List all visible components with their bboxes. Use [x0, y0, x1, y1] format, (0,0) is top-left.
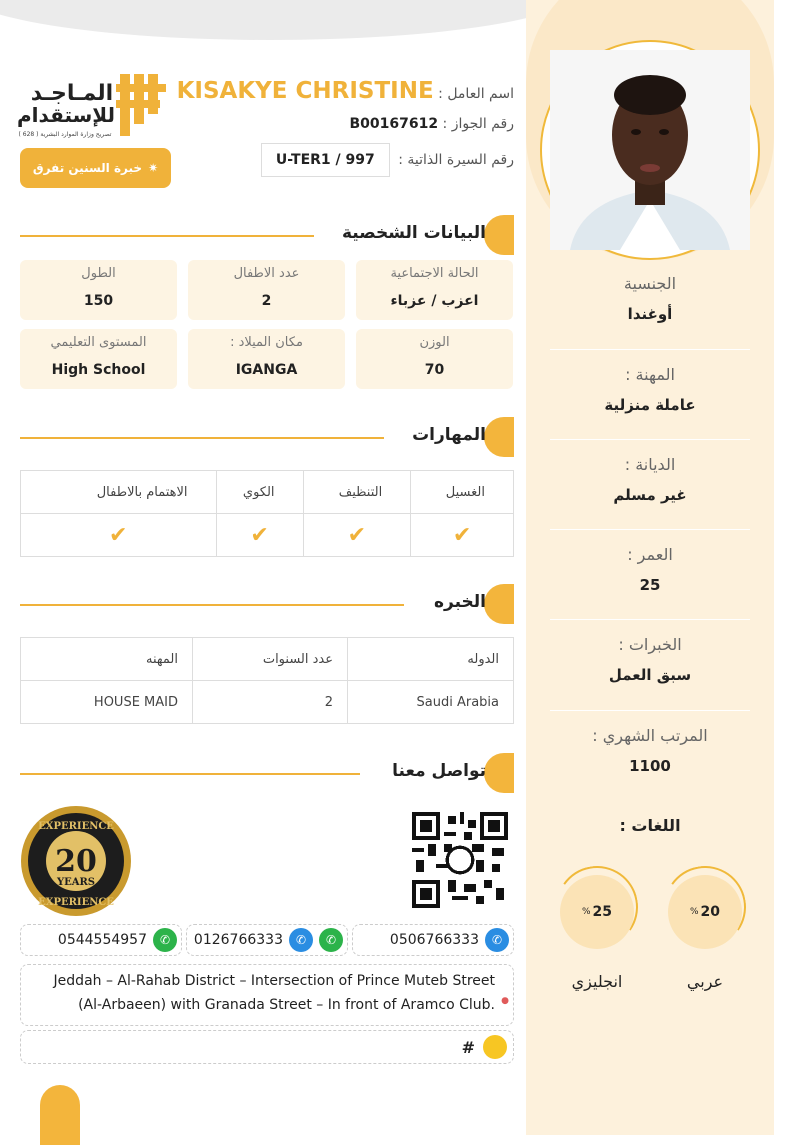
top-decor-arc [0, 0, 580, 40]
sidebar-item-religion [550, 455, 750, 504]
section-tab [484, 417, 514, 457]
section-line [20, 235, 314, 237]
cell-years: 2 [193, 681, 348, 724]
phone-icon: ✆ [485, 928, 509, 952]
cv-value: U-TER1 / 997 [261, 143, 390, 177]
sidebar-item-salary [550, 726, 750, 775]
experience-table [20, 637, 514, 724]
personal-title: البيانات الشخصية [341, 223, 486, 243]
card-children [188, 260, 345, 320]
percent-sign: % [581, 907, 591, 917]
address-text: Jeddah – Al-Rahab District – Intersection of Prince Muteb Street (Al-Arbaeen) with Granada Street – In front of Aramco Club. [53, 973, 495, 1013]
card-value: High School [51, 362, 146, 378]
english-level [560, 875, 634, 949]
experience-title: الخبره [433, 592, 486, 612]
card-label: المستوى التعليمي [50, 335, 147, 350]
percent-sign: % [689, 907, 699, 917]
card-label: الحالة الاجتماعية [390, 266, 479, 281]
sidebar-item-nationality [550, 274, 750, 323]
phone-number: 0126766333 [193, 932, 283, 948]
skills-check-row [21, 514, 514, 557]
whatsapp-icon: ✆ [319, 928, 343, 952]
sidebar-divider [550, 349, 750, 350]
col-profession: المهنه [21, 638, 193, 681]
logo-line1: المـاجـد [30, 81, 114, 106]
whatsapp-icon: ✆ [153, 928, 177, 952]
seal-top: EXPERIENCE [38, 821, 114, 832]
name-label: اسم العامل : [438, 86, 514, 102]
badge-label: خبرة السنين تفرق [32, 161, 143, 175]
skills-table [20, 470, 514, 557]
experience-seal [20, 805, 132, 917]
card-label: الوزن [419, 335, 450, 350]
experience-label: الخبرات : [618, 635, 682, 654]
experience-header-row [21, 638, 514, 681]
phone-icon: ✆ [289, 928, 313, 952]
arabic-level [668, 875, 742, 949]
skills-title: المهارات [412, 425, 486, 445]
religion-label: الديانة : [624, 455, 676, 474]
contact-section-header [20, 753, 514, 793]
card-value: 150 [83, 293, 114, 309]
nationality-label: الجنسية [623, 274, 677, 293]
skills-header-row [21, 471, 514, 514]
worker-name: KISAKYE CHRISTINE [176, 78, 434, 104]
english-percent: 25 [592, 904, 613, 920]
col-years: عدد السنوات [193, 638, 348, 681]
card-value: 70 [424, 362, 445, 378]
col-country: الدوله [348, 638, 514, 681]
card-label: مكان الميلاد : [230, 335, 303, 350]
english-label: انجليزي [571, 972, 623, 991]
worker-photo [550, 50, 750, 250]
seal-bottom: EXPERIENCE [38, 897, 114, 908]
card-label: عدد الاطفال [233, 266, 300, 281]
phone-pill-2[interactable] [186, 924, 348, 956]
company-logo [17, 70, 170, 140]
section-line [20, 437, 384, 439]
cv-label: رقم السيرة الذاتية : [398, 152, 514, 168]
card-height [20, 260, 177, 320]
profession-label: المهنة : [625, 365, 675, 384]
salary-value: 1100 [629, 757, 671, 775]
experience-section-header [20, 584, 514, 624]
card-weight [356, 329, 513, 389]
cell-country: Saudi Arabia [348, 681, 514, 724]
skill-cleaning: التنظيف [303, 471, 411, 514]
card-value: 2 [261, 293, 272, 309]
qr-code[interactable] [412, 812, 508, 908]
snapchat-icon [483, 1035, 507, 1059]
card-value: IGANGA [235, 362, 298, 378]
age-value: 25 [639, 576, 661, 594]
section-line [20, 773, 360, 775]
sparkle-icon: ✷ [148, 161, 159, 175]
check-icon: ✔ [21, 514, 217, 557]
passport-value: B00167612 [349, 116, 439, 132]
worker-name-row [177, 78, 514, 104]
phone-pill-1[interactable] [352, 924, 514, 956]
sidebar-divider [550, 529, 750, 530]
section-line [20, 604, 404, 606]
card-value: اعزب / عزباء [390, 293, 479, 309]
check-icon: ✔ [303, 514, 411, 557]
languages-title: اللغات : [619, 816, 681, 835]
section-tab [484, 753, 514, 793]
bottom-decor-tab [40, 1085, 80, 1145]
check-icon: ✔ [216, 514, 303, 557]
sidebar-divider [550, 710, 750, 711]
profession-value: عاملة منزلية [604, 396, 696, 414]
passport-row [349, 116, 514, 132]
passport-label: رقم الجواز : [442, 116, 514, 132]
snapchat-row[interactable] [20, 1030, 514, 1064]
card-label: الطول [81, 266, 116, 281]
address-box [20, 964, 514, 1026]
seal-number: 20 [55, 844, 97, 879]
skill-washing: الغسيل [411, 471, 514, 514]
check-icon: ✔ [411, 514, 514, 557]
sidebar-divider [550, 439, 750, 440]
card-marital [356, 260, 513, 320]
table-row [21, 681, 514, 724]
skill-ironing: الكوي [216, 471, 303, 514]
age-label: العمر : [627, 545, 673, 564]
seal-years: YEARS [56, 877, 96, 888]
logo-line2: للإستقدام [17, 103, 115, 127]
cv-row [261, 143, 514, 177]
section-tab [484, 584, 514, 624]
personal-section-header [20, 215, 514, 255]
experience-value: سبق العمل [608, 666, 692, 684]
card-education [20, 329, 177, 389]
cell-profession: HOUSE MAID [21, 681, 193, 724]
phone-number: 0544554957 [57, 932, 147, 948]
religion-value: غير مسلم [613, 486, 687, 504]
skills-section-header [20, 417, 514, 457]
experience-badge [20, 148, 171, 188]
phone-number: 0506766333 [389, 932, 479, 948]
logo-line3: تصريح وزارة الموارد البشرية ( 628 ) [18, 131, 112, 138]
whatsapp-pill[interactable] [20, 924, 182, 956]
sidebar-item-profession [550, 365, 750, 414]
salary-label: المرتب الشهري : [592, 726, 708, 745]
sidebar-divider [550, 619, 750, 620]
arabic-percent: 20 [700, 904, 721, 920]
sidebar-item-age [550, 545, 750, 594]
card-birthplace [188, 329, 345, 389]
snapchat-handle: # [461, 1037, 475, 1057]
skill-childcare: الاهتمام بالاطفال [21, 471, 217, 514]
nationality-value: أوغندا [627, 305, 673, 323]
location-pin-icon: ● [501, 996, 509, 1006]
sidebar-item-experience [550, 635, 750, 684]
section-tab [484, 215, 514, 255]
contact-title: تواصل معنا [392, 761, 486, 781]
arabic-label: عربي [686, 972, 724, 991]
